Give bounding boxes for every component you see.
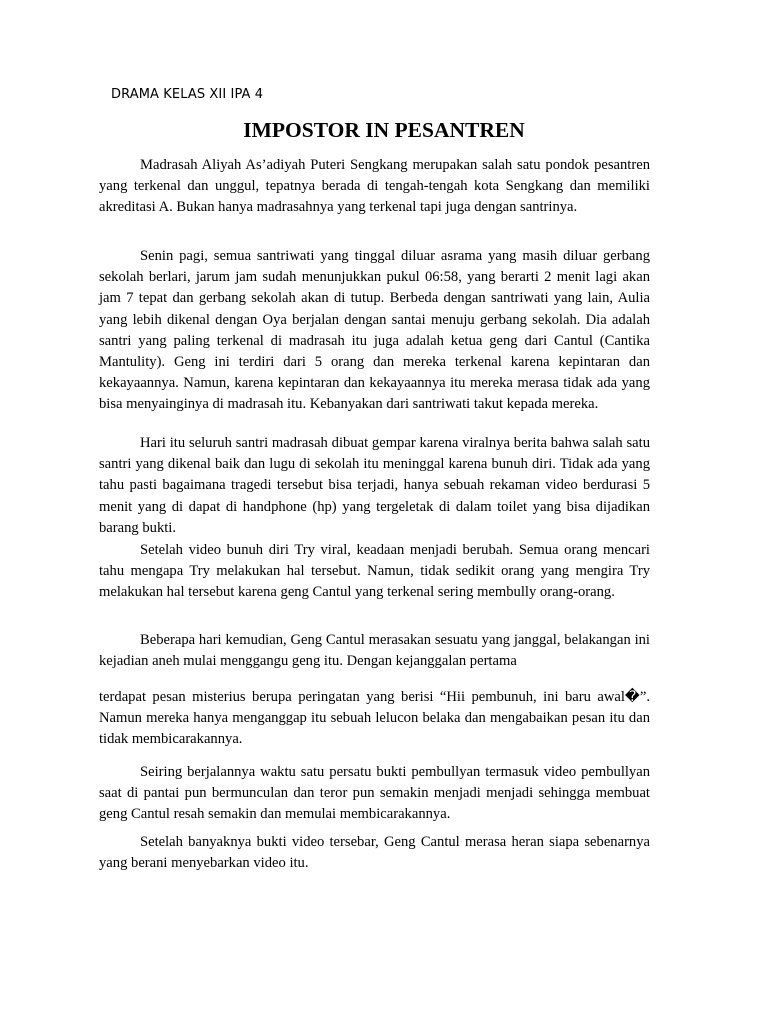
paragraph-7: Seiring berjalannya waktu satu persatu bukti pembullyan termasuk video pembullyan saat di pantai pun bermunculan dan teror pun semakin menjadi menjadi sehingga membuat geng Cantul resah semakin dan memulai membicarakannya. [99,764,650,823]
paragraph-1: Madrasah Aliyah As’adiyah Puteri Sengkang merupakan salah satu pondok pesantren yang terkenal dan unggul, tepatnya berada di tengah-tengah kota Sengkang dan memiliki akreditasi A. Bukan hanya madrasahnya yang terkenal tapi juga dengan santrinya. [99,157,650,216]
paragraph-6: terdapat pesan misterius berupa peringatan yang berisi “Hii pembunuh, ini baru awal�”. Namun mereka hanya menganggap itu sebuah lelucon belaka dan mengabaikan pesan itu dan tidak membicarakannya. [99,689,650,748]
paragraph-3: Hari itu seluruh santri madrasah dibuat gempar karena viralnya berita bahwa salah satu santri yang dikenal baik dan lugu di sekolah itu meninggal karena bunuh diri. Tidak ada yang tahu pasti bagaimana tragedi tersebut bisa terjadi, hanya sebuah rekaman video berdurasi 5 menit yang di dapat di handphone (hp) yang tergeletak di dalam toilet yang bisa dijadikan barang bukti. [99,435,650,536]
paragraph-5: Beberapa hari kemudian, Geng Cantul merasakan sesuatu yang janggal, belakangan ini kejadian aneh mulai menggangu geng itu. Dengan kejanggalan pertama [99,632,650,670]
document-header: DRAMA KELAS XII IPA 4 [111,87,264,102]
paragraph-4: Setelah video bunuh diri Try viral, keadaan menjadi berubah. Semua orang mencari tahu mengapa Try melakukan hal tersebut. Namun, tidak sedikit orang yang mengira Try melakukan hal tersebut karena geng Cantul yang terkenal sering membully orang-orang. [99,542,650,601]
document-title: IMPOSTOR IN PESANTREN [243,118,525,142]
paragraph-8: Setelah banyaknya bukti video tersebar, Geng Cantul merasa heran siapa sebenarnya yang berani menyebarkan video itu. [99,834,650,872]
paragraph-2: Senin pagi, semua santriwati yang tinggal diluar asrama yang masih diluar gerbang sekolah berlari, jarum jam sudah menunjukkan pukul 06:58, yang berarti 2 menit lagi akan jam 7 tepat dan gerbang sekolah akan di tutup. Berbeda dengan santriwati yang lain, Aulia yang lebih dikenal dengan Oya berjalan dengan santai menuju gerbang sekolah. Dia adalah santri yang paling terkenal di madrasah itu juga adalah ketua geng dari Cantul (Cantika Mantulity). Geng ini terdiri dari 5 orang dan mereka terkenal karena kepintaran dan kekayaannya. Namun, karena kepintaran dan kekayaannya itu mereka merasa tidak ada yang bisa menyainginya di madrasah itu. Kebanyakan dari santriwati takut kepada mereka. [99,248,650,413]
